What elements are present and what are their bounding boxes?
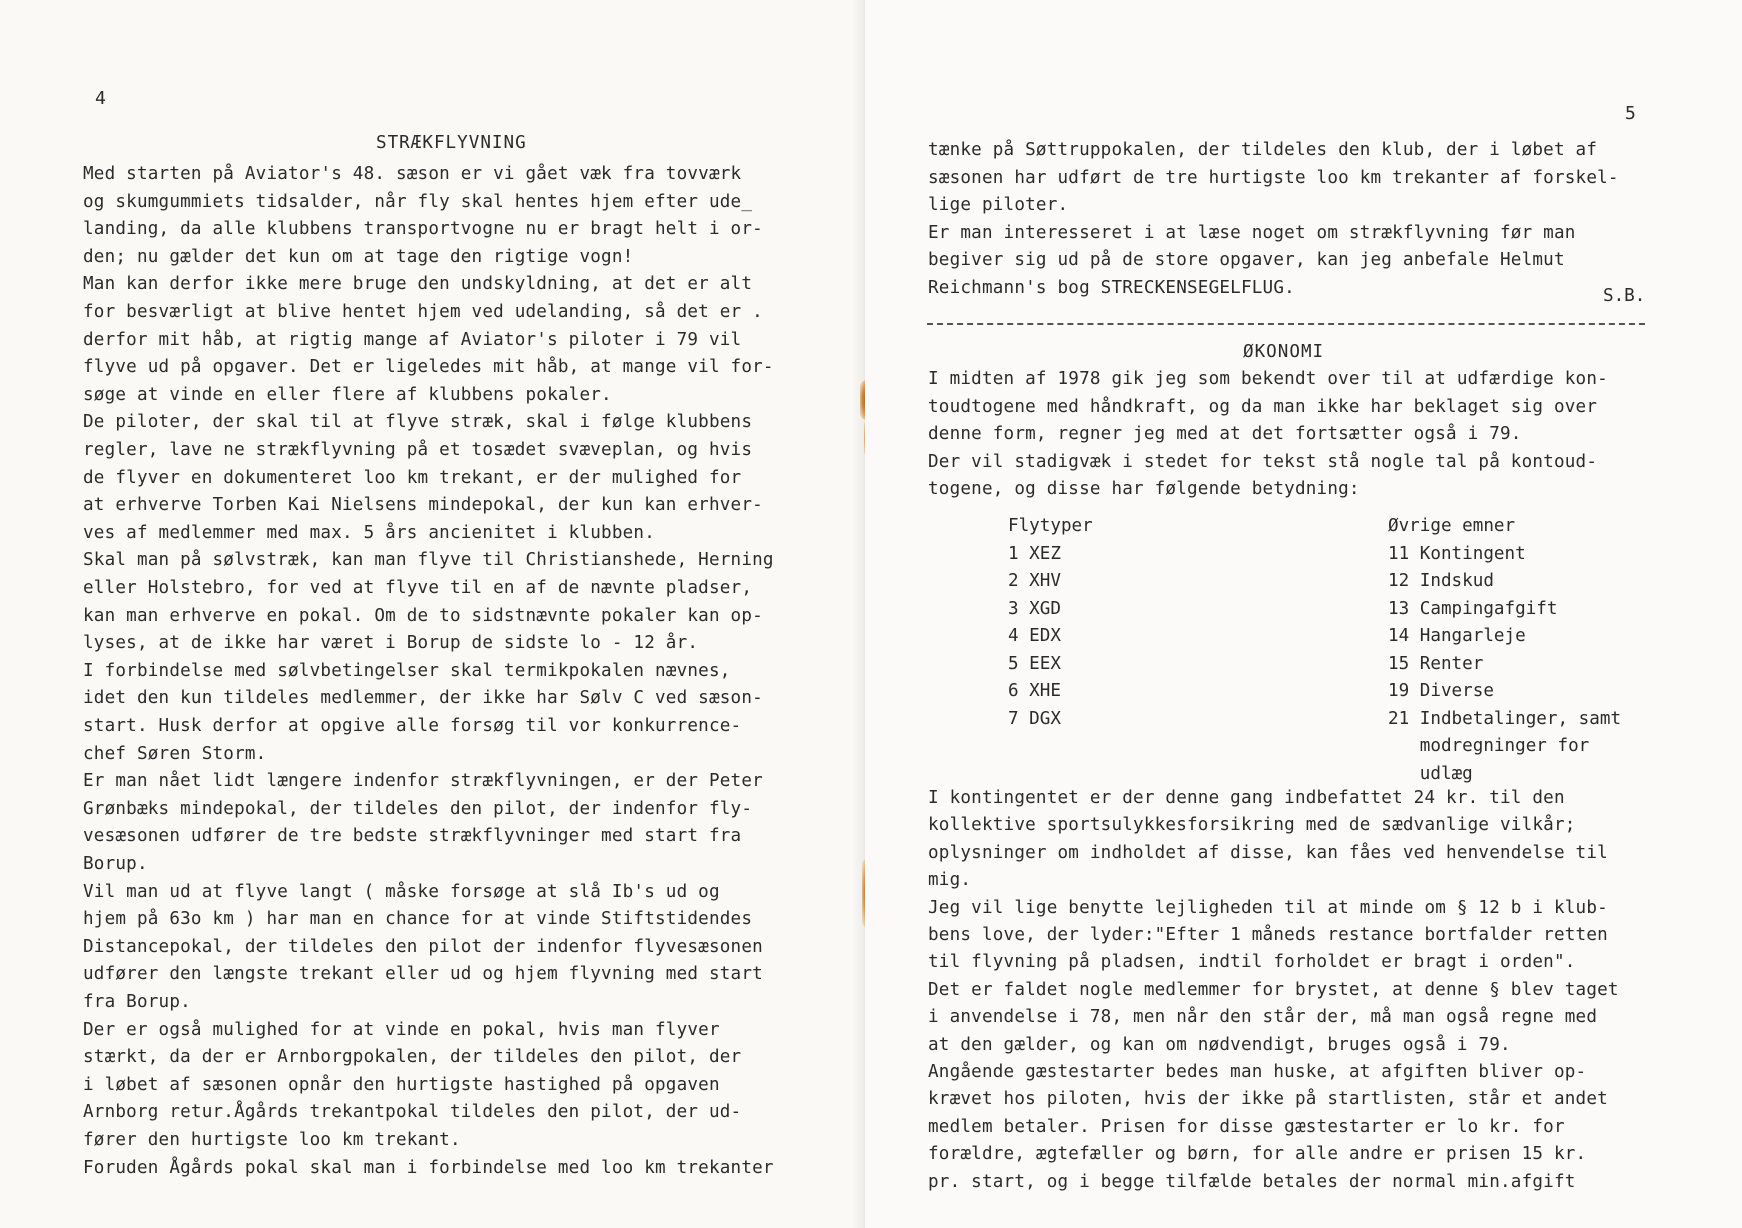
text-line: lyses, at de ikke har været i Borup de sidste lo - 12 år. — [83, 633, 699, 654]
text-line: Med starten på Aviator's 48. sæson er vi gået væk fra tovværk — [83, 164, 742, 184]
code-item: 1 XEZ — [1008, 543, 1061, 564]
text-line: Angående gæstestarter bedes man huske, at afgiften bliver op- — [928, 1062, 1587, 1082]
code-item: 13 Campingafgift — [1388, 598, 1558, 619]
text-line: krævet hos piloten, hvis der ikke på startlisten, står et andet — [928, 1089, 1608, 1110]
text-line: stærkt, da der er Arnborgpokalen, der tildeles den pilot, der — [83, 1047, 742, 1068]
text-line: kollektive sportsulykkesforsikring med de sædvanlige vilkår; — [928, 815, 1576, 836]
code-item: udlæg — [1388, 763, 1473, 784]
text-line: derfor mit håb, at rigtig mange af Aviator's piloter i 79 vil — [83, 329, 742, 350]
text-line: lige piloter. — [928, 195, 1069, 215]
text-line: hjem på 63o km ) har man en chance for at vinde Stiftstidendes — [83, 909, 753, 930]
text-line: toudtogene med håndkraft, og da man ikke har beklaget sig over — [928, 396, 1598, 417]
code-item: 2 XHV — [1008, 571, 1061, 591]
code-item: 14 Hangarleje — [1388, 626, 1526, 646]
page-number-right: 5 — [1625, 103, 1636, 124]
text-line: mig. — [928, 870, 972, 891]
code-item: 12 Indskud — [1388, 571, 1494, 591]
text-line: Borup. — [83, 854, 148, 874]
code-item: 19 Diverse — [1388, 681, 1494, 701]
text-line: fører den hurtigste loo km trekant. — [83, 1130, 461, 1150]
section-divider — [927, 323, 1645, 325]
code-item: 21 Indbetalinger, samt — [1388, 708, 1622, 729]
codes-header-flytyper: Flytyper — [1008, 516, 1093, 536]
code-item: 3 XGD — [1008, 598, 1061, 619]
text-line: tænke på Søttruppokalen, der tildeles den klub, der i løbet af — [928, 140, 1598, 160]
text-line: flyve ud på opgaver. Det er ligeledes mit håb, at mange vil for- — [83, 357, 774, 378]
code-item: 11 Kontingent — [1388, 543, 1526, 564]
text-line: Er man interesseret i at læse noget om strækflyvning før man — [928, 222, 1576, 243]
text-line: for besværligt at blive hentet hjem ved udelanding, så det er . — [83, 302, 763, 322]
text-line: vesæsonen udfører de tre bedste strækflyvninger med start fra — [83, 826, 742, 847]
text-line: Arnborg retur.Ågårds trekantpokal tildeles den pilot, der ud- — [83, 1102, 742, 1123]
text-line: Foruden Ågårds pokal skal man i forbindelse med loo km trekanter — [83, 1157, 774, 1178]
text-line: de flyver en dokumenteret loo km trekant, er der mulighed for — [83, 467, 742, 488]
text-line: Grønbæks mindepokal, der tildeles den pilot, der indenfor fly- — [83, 798, 753, 819]
text-line: til flyvning på pladsen, indtil forholdet er bragt i orden". — [928, 952, 1576, 973]
text-line: Reichmann's bog STRECKENSEGELFLUG. — [928, 277, 1295, 298]
text-line: Skal man på sølvstræk, kan man flyve til Christianshede, Herning — [83, 550, 774, 571]
code-item: 7 DGX — [1008, 708, 1061, 729]
text-line: regler, lave ne strækflyvning på et tosædet svæveplan, og hvis — [83, 440, 753, 460]
text-line: I forbindelse med sølvbetingelser skal termikpokalen nævnes, — [83, 660, 731, 681]
text-line: start. Husk derfor at opgive alle forsøg til vor konkurrence- — [83, 716, 742, 736]
text-line: denne form, regner jeg med at det fortsætter også i 79. — [928, 424, 1522, 444]
author-signature: S.B. — [1603, 286, 1646, 306]
code-item: 15 Renter — [1388, 653, 1484, 674]
code-item: modregninger for — [1388, 736, 1590, 756]
text-line: fra Borup. — [83, 992, 191, 1012]
text-line: at erhverve Torben Kai Nielsens mindepokal, der kun kan erhver- — [83, 495, 763, 516]
text-line: forældre, ægtefæller og børn, for alle andre er prisen 15 kr. — [928, 1144, 1587, 1165]
text-line: Der vil stadigvæk i stedet for tekst stå nogle tal på kontoud- — [928, 451, 1598, 472]
text-line: togene, og disse har følgende betydning: — [928, 479, 1360, 499]
account-code-table — [1008, 513, 1668, 783]
text-line: Vil man ud at flyve langt ( måske forsøge at slå Ib's ud og — [83, 881, 720, 902]
text-line: søge at vinde en eller flere af klubbens pokaler. — [83, 384, 612, 405]
text-line: Er man nået lidt længere indenfor strækflyvningen, er der Peter — [83, 771, 763, 792]
text-line: Distancepokal, der tildeles den pilot der indenfor flyvesæsonen — [83, 936, 763, 957]
code-item: 6 XHE — [1008, 681, 1061, 701]
text-line: Der er også mulighed for at vinde en pokal, hvis man flyver — [83, 1019, 720, 1040]
text-line: og skumgummiets tidsalder, når fly skal hentes hjem efter ude_ — [83, 191, 753, 212]
text-line: idet den kun tildeles medlemmer, der ikke har Sølv C ved sæson- — [83, 688, 763, 709]
codes-header-ovrige-emner: Øvrige emner — [1388, 516, 1516, 536]
text-line: chef Søren Storm. — [83, 743, 267, 764]
text-line: ves af medlemmer med max. 5 års ancienitet i klubben. — [83, 522, 655, 543]
text-line: at den gælder, og kan om nødvendigt, bruges også i 79. — [928, 1034, 1511, 1055]
page-number-left: 4 — [95, 88, 106, 109]
text-line: kan man erhverve en pokal. Om de to sidstnævnte pokaler kan op- — [83, 605, 763, 626]
text-line: I kontingentet er der denne gang indbefattet 24 kr. til den — [928, 788, 1565, 808]
text-line: eller Holstebro, for ved at flyve til en af de nævnte pladser, — [83, 578, 753, 598]
text-line: landing, da alle klubbens transportvogne nu er bragt helt i or- — [83, 219, 763, 240]
text-line: oplysninger om indholdet af disse, kan fåes ved henvendelse til — [928, 842, 1608, 863]
text-line: begiver sig ud på de store opgaver, kan jeg anbefale Helmut — [928, 250, 1565, 270]
text-line: medlem betaler. Prisen for disse gæstestarter er lo kr. for — [928, 1116, 1565, 1137]
code-item: 4 EDX — [1008, 626, 1061, 646]
text-line: sæsonen har udført de tre hurtigste loo km trekanter af forskel- — [928, 167, 1619, 188]
text-line: i løbet af sæsonen opnår den hurtigste hastighed på opgaven — [83, 1074, 720, 1095]
text-line: i anvendelse i 78, men når den står der, må man også regne med — [928, 1007, 1598, 1028]
section-heading-okonomi: ØKONOMI — [1243, 342, 1325, 362]
code-item: 5 EEX — [1008, 653, 1061, 674]
section-heading-strakflyvning: STRÆKFLYVNING — [376, 133, 527, 153]
text-line: udfører den længste trekant eller ud og hjem flyvning med start — [83, 964, 763, 985]
text-line: pr. start, og i begge tilfælde betales der normal min.afgift — [928, 1171, 1576, 1192]
text-line: I midten af 1978 gik jeg som bekendt over til at udfærdige kon- — [928, 369, 1608, 389]
text-line: Det er faldet nogle medlemmer for brystet, at denne § blev taget — [928, 979, 1619, 1000]
left-page — [0, 0, 865, 1228]
text-line: bens love, der lyder:"Efter 1 måneds restance bortfalder retten — [928, 925, 1608, 945]
text-line: Jeg vil lige benytte lejligheden til at minde om § 12 b i klub- — [928, 897, 1608, 918]
text-line: den; nu gælder det kun om at tage den rigtige vogn! — [83, 246, 634, 267]
text-line: Man kan derfor ikke mere bruge den undskyldning, at det er alt — [83, 274, 753, 295]
text-line: De piloter, der skal til at flyve stræk, skal i følge klubbens — [83, 412, 753, 433]
